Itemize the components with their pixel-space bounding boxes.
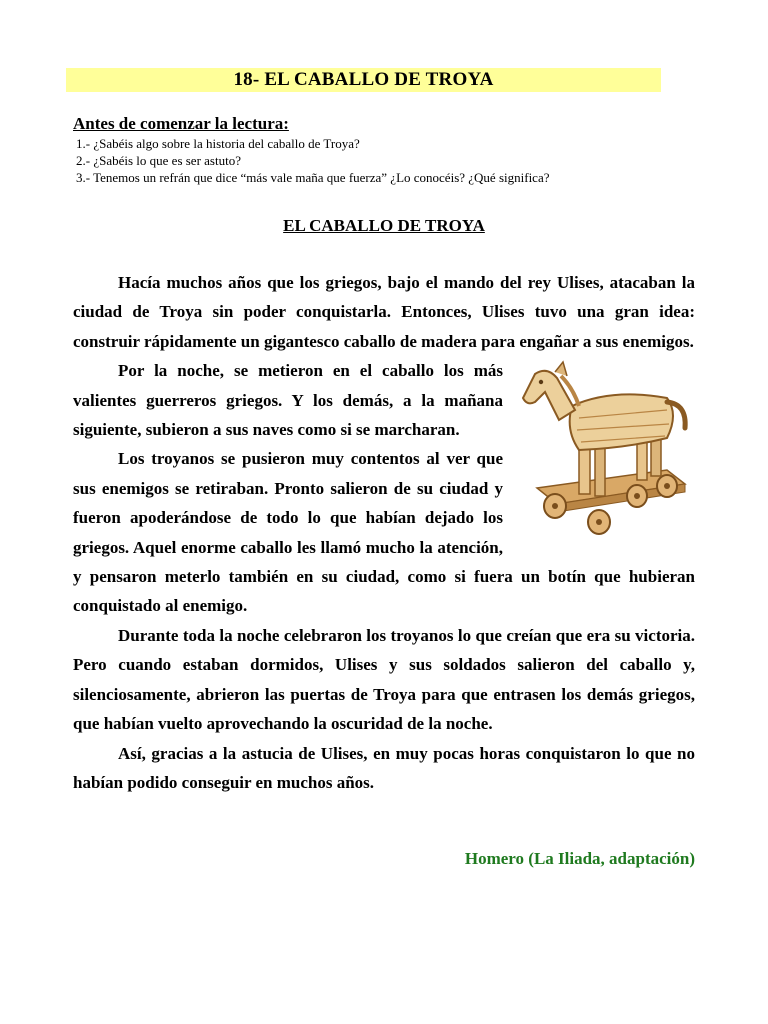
story-paragraph: Por la noche, se metieron en el caballo los más valientes guerreros griegos. Y los demás, a la mañana siguiente, subieron a sus naves como si se marcharan. <box>73 361 503 440</box>
title-banner <box>66 68 661 92</box>
trojan-horse-icon <box>517 358 695 548</box>
story-paragraph: Durante toda la noche celebraron los troyanos lo que creían que era su victoria. Pero cuando estaban dormidos, Ulises y sus soldados salieron del caballo y, silenciosamente, abrieron las puertas de Troya para que entrasen los demás griegos, que habían vuelto aprovechando la oscuridad de la noche. <box>73 625 695 734</box>
prereading-heading: Antes de comenzar la lectura: <box>73 114 289 133</box>
story-paragraph: Hacía muchos años que los griegos, bajo el mando del rey Ulises, atacaban la ciudad de Troya sin poder conquistarla. Entonces, Ulises tuvo una gran idea: construir rápidamente un gigantesco caballo de madera para engañar a sus enemigos. <box>73 273 695 351</box>
story-author: Homero (La Iliada, adaptación) <box>464 849 695 868</box>
question-item: 3.- Tenemos un refrán que dice “más vale maña que fuerza” ¿Lo conocéis? ¿Qué significa? <box>76 170 550 185</box>
story-paragraph: Los troyanos se pusieron muy contentos al ver que sus enemigos se retiraban. Pronto salieron de su ciudad y fueron apoderándose de todo lo que habían dejado los griegos. Aquel enorme caballo les llamó mucho la atención, y pensaron meterlo también en su ciudad, como si fuera un botín que hubieran conquistado al enemigo. <box>73 449 695 616</box>
page-title: 18- EL CABALLO DE TROYA <box>233 69 494 90</box>
question-item: 2.- ¿Sabéis lo que es ser astuto? <box>76 153 241 168</box>
story-body <box>73 268 695 797</box>
prereading-questions <box>76 135 549 186</box>
story-title: EL CABALLO DE TROYA <box>283 216 485 235</box>
story-paragraph: Así, gracias a la astucia de Ulises, en muy pocas horas conquistaron lo que no habían podido conseguir en muchos años. <box>73 743 695 792</box>
question-item: 1.- ¿Sabéis algo sobre la historia del caballo de Troya? <box>76 136 360 151</box>
